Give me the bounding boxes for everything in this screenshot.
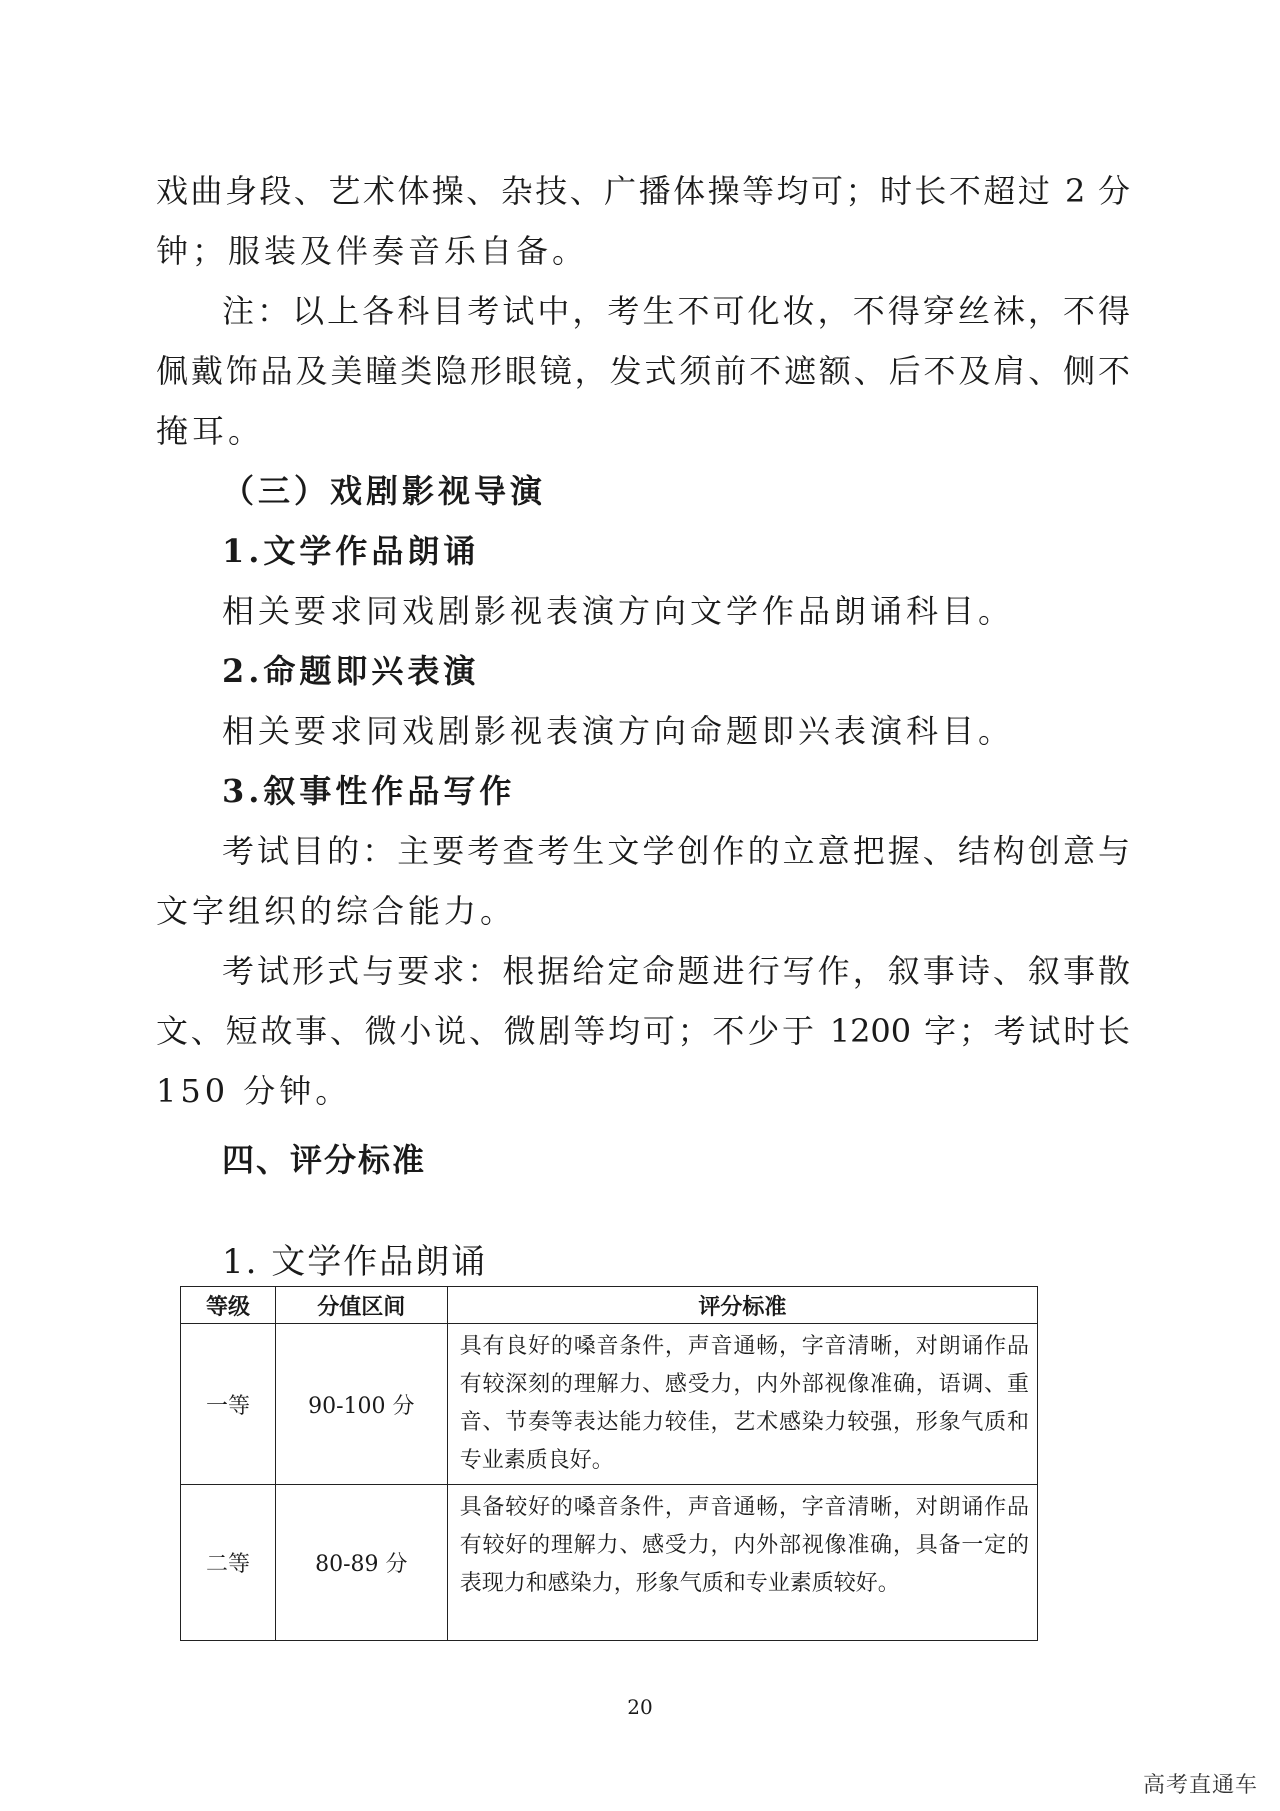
table-caption: 1. 文学作品朗诵 [222, 1242, 488, 1282]
criteria-cell: 具备较好的嗓音条件，声音通畅，字音清晰，对朗诵作品有较好的理解力、感受力，内外部视像准确，具备一定的表现力和感染力，形象气质和专业素质较好。 [447, 1485, 1037, 1641]
paragraph-line: 戏曲身段、艺术体操、杂技、广播体操等均可；时长不超过 2 分 [156, 172, 1130, 210]
section-heading-4: 四、评分标准 [222, 1141, 427, 1179]
header-grade: 等级 [181, 1287, 276, 1324]
format-line: 150 分钟。 [156, 1072, 352, 1110]
item-title-3: 3.叙事性作品写作 [222, 772, 516, 810]
section-heading-3: （三）戏剧影视导演 [222, 472, 547, 510]
note-line: 注：以上各科目考试中，考生不可化妆，不得穿丝袜，不得 [222, 292, 1130, 330]
format-line: 考试形式与要求：根据给定命题进行写作，叙事诗、叙事散 [222, 952, 1130, 990]
page-number: 20 [627, 1695, 653, 1719]
grade-cell: 一等 [181, 1324, 276, 1485]
range-cell: 90-100 分 [275, 1324, 447, 1485]
item-text-2: 相关要求同戏剧影视表演方向命题即兴表演科目。 [222, 712, 1015, 750]
table-row [181, 1324, 1038, 1485]
header-range: 分值区间 [275, 1287, 447, 1324]
note-line: 佩戴饰品及美瞳类隐形眼镜，发式须前不遮额、后不及肩、侧不 [156, 352, 1130, 390]
item-title-2: 2.命题即兴表演 [222, 652, 480, 690]
purpose-line: 考试目的：主要考查考生文学创作的立意把握、结构创意与 [222, 832, 1130, 870]
paragraph-line: 钟；服装及伴奏音乐自备。 [156, 232, 589, 270]
criteria-cell: 具有良好的嗓音条件，声音通畅，字音清晰，对朗诵作品有较深刻的理解力、感受力，内外部视像准确，语调、重音、节奏等表达能力较佳，艺术感染力较强，形象气质和专业素质良好。 [447, 1324, 1037, 1485]
header-criteria: 评分标准 [447, 1287, 1037, 1324]
scoring-table [180, 1286, 1038, 1641]
table-row [181, 1485, 1038, 1641]
format-line: 文、短故事、微小说、微剧等均可；不少于 1200 字；考试时长 [156, 1012, 1130, 1050]
table-header-row [181, 1287, 1038, 1324]
item-text-1: 相关要求同戏剧影视表演方向文学作品朗诵科目。 [222, 592, 1015, 630]
range-cell: 80-89 分 [275, 1485, 447, 1641]
purpose-line: 文字组织的综合能力。 [156, 892, 517, 930]
watermark: 高考直通车 [1142, 1773, 1258, 1798]
item-title-1: 1.文学作品朗诵 [222, 532, 480, 570]
note-line: 掩耳。 [156, 412, 265, 450]
grade-cell: 二等 [181, 1485, 276, 1641]
